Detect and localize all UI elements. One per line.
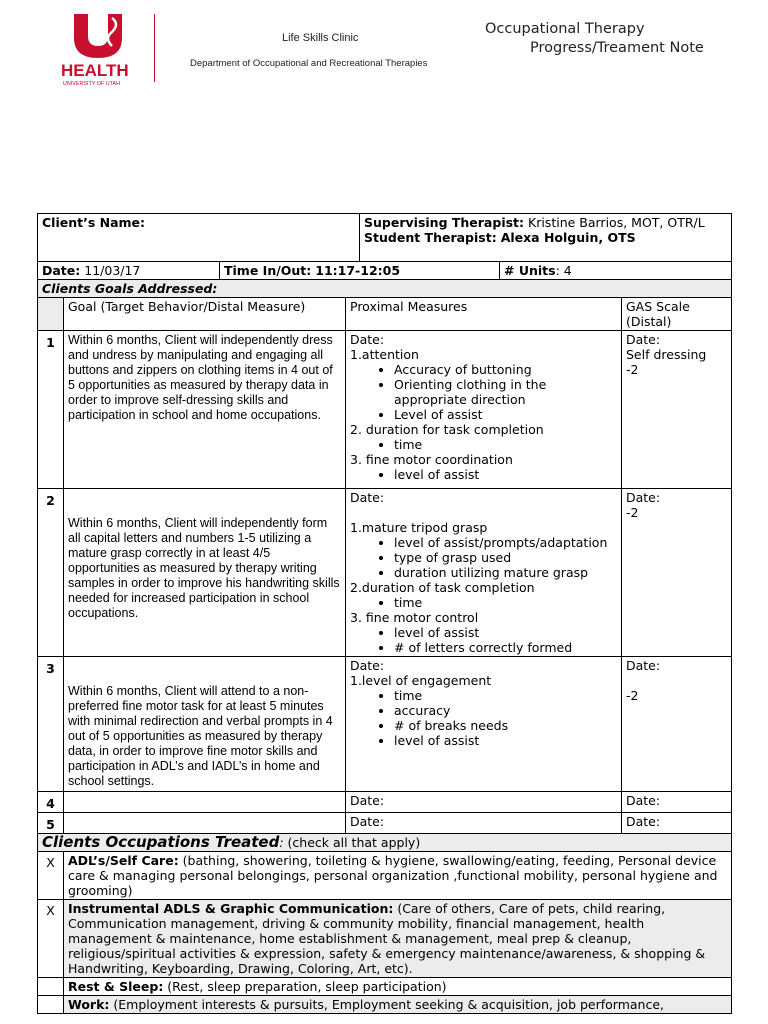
goal-text[interactable]: Within 6 months, Client will attend to a non-preferred fine motor task for at least 5 minutes with minimal redirection and verbal prompts in 4 out of 5 opportunities as measured by therapy data, in order to improve fine motor skills and participation in ADL’s and IADL’s in home and school settings.: [64, 657, 346, 792]
measure-heading: 3. fine motor control: [350, 610, 479, 625]
proximal-measures[interactable]: [346, 489, 622, 657]
goal-row: [38, 331, 732, 489]
goal-number: 1: [38, 331, 64, 489]
gas-line: -2: [626, 688, 639, 703]
goal-text[interactable]: [64, 813, 346, 834]
client-name-cell[interactable]: [38, 214, 360, 262]
goal-row: [38, 792, 732, 813]
measure-list: [350, 437, 617, 452]
occupation-label: ADL’s/Self Care:: [68, 853, 179, 868]
measure-list: [350, 467, 617, 482]
occupations-title-colon: :: [279, 835, 284, 850]
client-info-table: [37, 213, 732, 280]
gas-column-header: GAS Scale (Distal): [622, 298, 732, 331]
measure-item: • Level of assist: [394, 407, 617, 422]
proximal-column-header: Proximal Measures: [346, 298, 622, 331]
measure-date: Date:: [350, 658, 385, 673]
date-label: Date:: [42, 263, 81, 278]
gas-line: -2: [626, 505, 639, 520]
measure-heading: [350, 505, 617, 520]
measure-heading: 1.level of engagement: [350, 673, 492, 688]
measure-heading: 1.attention: [350, 347, 419, 362]
occupation-row: [38, 852, 732, 900]
measure-list: [350, 362, 617, 422]
units-cell[interactable]: [500, 262, 732, 280]
measure-item: • type of grasp used: [394, 550, 617, 565]
gas-line: Self dressing: [626, 347, 707, 362]
goal-text[interactable]: Within 6 months, Client will independently dress and undress by manipulating and engaging all buttons and zippers on clothing items in 4 out of 5 opportunities as measured by therapy data in order to improve self-dressing skills and participation in school and home occupations.: [64, 331, 346, 489]
goal-row: [38, 489, 732, 657]
gas-scale[interactable]: Date:: [622, 792, 732, 813]
goal-text[interactable]: Within 6 months, Client will independently form all capital letters and numbers 1-5 utilizing a mature grasp correctly in at least 4/5 opportunities as measured by therapy writing samples in order to improve his handwriting skills needed for increased participation in school occupations.: [64, 489, 346, 657]
measure-list: [350, 625, 617, 655]
proximal-measures[interactable]: Date:: [346, 792, 622, 813]
measure-item: • Orienting clothing in the appropriate direction: [394, 377, 617, 407]
measure-item: • # of breaks needs: [394, 718, 617, 733]
proximal-measures[interactable]: [346, 331, 622, 489]
occupations-title: Clients Occupations Treated: [42, 833, 280, 851]
occupation-row: [38, 978, 732, 996]
measure-heading: 2. duration for task completion: [350, 422, 544, 437]
measure-item: • accuracy: [394, 703, 617, 718]
department-name: Department of Occupational and Recreational Therapies: [190, 58, 428, 69]
title-line-1: Occupational Therapy: [485, 21, 645, 37]
measure-item: • time: [394, 688, 617, 703]
supervising-therapist-value: Kristine Barrios, MOT, OTR/L: [528, 215, 705, 230]
units-value: : 4: [555, 263, 572, 278]
measure-item: • level of assist/prompts/adaptation: [394, 535, 617, 550]
measure-heading: 1.mature tripod grasp: [350, 520, 488, 535]
logo-subtext: UNIVERSITY OF UTAH: [63, 81, 121, 87]
measure-item: • time: [394, 437, 617, 452]
header-divider: [154, 14, 155, 82]
occupations-title-note: (check all that apply): [283, 835, 421, 850]
occupation-checkbox[interactable]: X: [38, 852, 64, 900]
measure-list: [350, 688, 617, 748]
occupation-desc: (Employment interests & pursuits, Employment seeking & acquisition, job performance,: [109, 997, 665, 1012]
student-therapist-value: Alexa Holguin, OTS: [500, 230, 636, 245]
gas-line: Date:: [626, 490, 661, 505]
measure-item: • time: [394, 595, 617, 610]
measure-heading: 3. fine motor coordination: [350, 452, 513, 467]
gas-line: Date:: [626, 658, 661, 673]
occupation-rows: [38, 852, 732, 1014]
goal-text[interactable]: [64, 792, 346, 813]
occupation-checkbox[interactable]: X: [38, 900, 64, 978]
therapist-cell: [360, 214, 732, 262]
goals-table: [37, 279, 732, 834]
time-cell[interactable]: [220, 262, 500, 280]
client-name-label: Client’s Name:: [42, 215, 146, 230]
goal-number: 3: [38, 657, 64, 792]
goal-column-header: Goal (Target Behavior/Distal Measure): [64, 298, 346, 331]
goal-number: 2: [38, 489, 64, 657]
gas-scale[interactable]: [622, 331, 732, 489]
measure-list: [350, 535, 617, 580]
occupation-desc: (Care of others, Care of pets, child rearing, Communication management, driving & community mobility, financial management, health management & maintenance, home establishment & management, meal prep & cleanup, religious/spiritual activities & expression, safety & emergency maintenance/awareness, & shopping & Handwriting, Keyboarding, Drawing, Coloring, Art, etc).: [68, 901, 706, 976]
gas-scale[interactable]: Date:: [622, 813, 732, 834]
measure-heading: 2.duration of task completion: [350, 580, 535, 595]
occupation-label: Instrumental ADLS & Graphic Communication:: [68, 901, 394, 916]
date-value: 11/03/17: [84, 263, 141, 278]
measure-item: • level of assist: [394, 733, 617, 748]
proximal-measures[interactable]: [346, 657, 622, 792]
student-therapist-label: Student Therapist:: [364, 230, 497, 245]
gas-line: Date:: [626, 332, 661, 347]
occupation-checkbox[interactable]: [38, 978, 64, 996]
measure-date: Date:: [350, 332, 385, 347]
goal-number: 5: [38, 813, 64, 834]
occupation-desc: (bathing, showering, toileting & hygiene, swallowing/eating, feeding, Personal device care & managing personal belongings, personal organization ,functional mobility, personal hygiene and grooming): [68, 853, 718, 898]
document-title: [485, 20, 704, 58]
measure-date: Date:: [350, 490, 385, 505]
date-cell[interactable]: [38, 262, 220, 280]
supervising-therapist-label: Supervising Therapist:: [364, 215, 525, 230]
university-logo: [62, 12, 146, 88]
occupation-text: [64, 978, 732, 996]
time-value: 11:17-12:05: [315, 263, 401, 278]
occupation-label: Work:: [68, 997, 110, 1012]
title-line-2: Progress/Treament Note: [530, 40, 704, 56]
measure-item: • # of letters correctly formed: [394, 640, 617, 655]
goal-number: 4: [38, 792, 64, 813]
occupation-row: [38, 900, 732, 978]
occupations-title-cell: [38, 834, 732, 852]
clinic-name: Life Skills Clinic: [282, 32, 359, 44]
progress-note-form: [37, 213, 731, 1014]
occupation-row: [38, 996, 732, 1014]
occupation-desc: (Rest, sleep preparation, sleep participation): [163, 979, 447, 994]
logo-text: HEALTH: [62, 61, 129, 80]
goal-rows: [38, 331, 732, 792]
units-label: # Units: [504, 263, 556, 278]
occupations-table: [37, 833, 732, 1014]
goal-row: [38, 813, 732, 834]
occupation-checkbox[interactable]: [38, 996, 64, 1014]
occupation-text: [64, 996, 732, 1014]
gas-scale[interactable]: [622, 489, 732, 657]
occupation-text: [64, 852, 732, 900]
empty-goal-rows: [38, 792, 732, 834]
measure-item: • duration utilizing mature grasp: [394, 565, 617, 580]
measure-item: • level of assist: [394, 625, 617, 640]
gas-line: [626, 673, 727, 688]
occupation-label: Rest & Sleep:: [68, 979, 164, 994]
gas-line: -2: [626, 362, 639, 377]
goals-section-title: Clients Goals Addressed:: [38, 280, 732, 298]
measure-item: • level of assist: [394, 467, 617, 482]
measure-item: • Accuracy of buttoning: [394, 362, 617, 377]
occupation-text: [64, 900, 732, 978]
goal-row: [38, 657, 732, 792]
measure-list: [350, 595, 617, 610]
time-label: Time In/Out:: [224, 263, 312, 278]
goal-num-header: [38, 298, 64, 331]
gas-scale[interactable]: [622, 657, 732, 792]
proximal-measures[interactable]: Date:: [346, 813, 622, 834]
